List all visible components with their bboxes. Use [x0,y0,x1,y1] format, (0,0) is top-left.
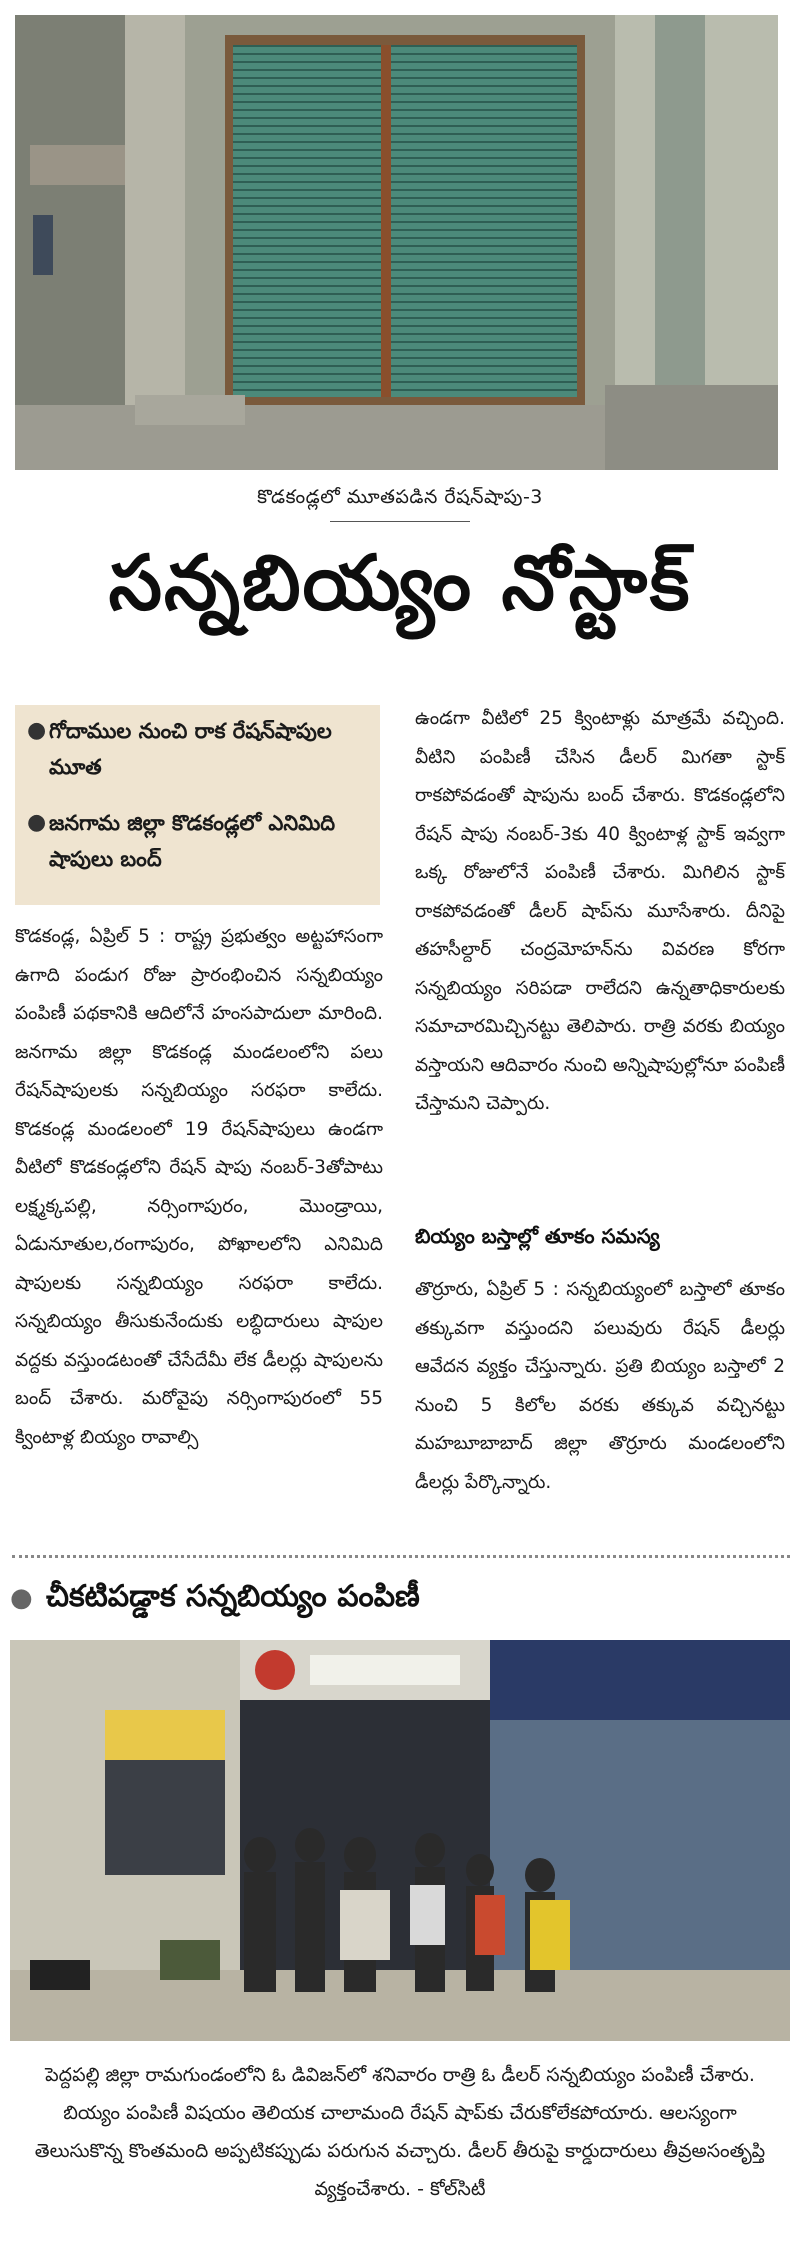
night-distribution-photo [10,1640,790,2041]
caption-rule [330,521,470,522]
closed-shop-illustration [15,15,778,470]
article-subhead: బియ్యం బస్తాల్లో తూకం సమస్య [415,1224,660,1248]
article-right-column-2 [415,1271,785,1502]
article-right-column [415,700,785,1124]
bullet-icon: ● [10,1583,33,1613]
top-photo-caption: కొడకండ్లలో మూతపడిన రేషన్‌షాపు-3 [257,486,543,508]
bottom-photo-caption: పెద్దపల్లి జిల్లా రామగుండంలోని ఓ డివిజన్‌లో శనివారం రాత్రి ఓ డీలర్‌ సన్నబియ్యం పంపిణీ చేశారు. బియ్యం పంపిణీ విషయం తెలియక చాలామంది రేషన్‌ షాప్‌కు చేరుకోలేకపోయారు. ఆలస్యంగా తెలుసుకొన్న కొంతమంది అప్పటికప్పుడు పరుగున వచ్చారు. డీలర్‌ తీరుపై కార్డుదారులు తీవ్రఅసంతృప్తి వ్యక్తంచేశారు. - కోల్‌సిటీ [34,2064,766,2200]
section-heading: ● చీకటిపడ్డాక సన్నబియ్యం పంపిణీ [10,1575,790,1620]
article-paragraph: కొడకండ్ల, ఏప్రిల్‌ 5 : రాష్ట్ర ప్రభుత్వం అట్టహాసంగా ఉగాది పండుగ రోజు ప్రారంభించిన సన్నబియ్యం పంపిణీ పథకానికి ఆదిలోనే హంసపాదులా మారింది. జనగామ జిల్లా కొడకండ్ల మండలంలోని పలు రేషన్‌షాపులకు సన్నబియ్యం సరఫరా కాలేదు. కొడకండ్ల మండలంలో 19 రేషన్‌షాపులు ఉండగా వీటిలో కొడకండ్లలోని రేషన్‌ షాపు నంబర్‌-3తోపాటు లక్ష్మక్కపల్లి, నర్సింగాపురం, మొండ్రాయి, ఏడునూతుల,రంగాపురం, పోఖాలలోని ఎనిమిది షాపులకు సన్నబియ్యం సరఫరా కాలేదు. సన్నబియ్యం తీసుకునేందుకు లబ్ధిదారులు షాపుల వద్దకు వస్తుండటంతో చేసేదేమీ లేక డీలర్లు షాపులను బంద్‌ చేశారు. మరోవైపు నర్సింగాపురంలో 55 క్వింటాళ్ల బియ్యం రావాల్సి [15,926,383,1448]
bullet-icon: ● [27,718,47,743]
headline: సన్నబియ్యం నోస్టాక్ [108,538,692,627]
highlight-item: ● జనగామ జిల్లా కొడకండ్లలో ఎనిమిది షాపులు బంద్ [35,805,368,877]
highlight-item: ● గోదాముల నుంచి రాక రేషన్‌షాపుల మూత [35,713,368,785]
article-paragraph: ఉండగా వీటిలో 25 క్వింటాళ్లు మాత్రమే వచ్చింది. వీటిని పంపిణీ చేసిన డీలర్‌ మిగతా స్టాక్‌ రాకపోవడంతో షాపును బంద్‌ చేశారు. కొడకండ్లలోని రేషన్‌ షాపు నంబర్‌-3కు 40 క్వింటాళ్ల స్టాక్‌ ఇవ్వగా ఒక్క రోజులోనే పంపిణీ చేశారు. మిగిలిన స్టాక్‌ రాకపోవడంతో డీలర్‌ షాప్‌ను మూసేశారు. దీనిపై తహసీల్దార్‌ చంద్రమోహన్‌ను వివరణ కోరగా సన్నబియ్యం సరిపడా రాలేదని ఉన్నతాధికారులకు సమాచారమిచ్చినట్టు తెలిపారు. రాత్రి వరకు బియ్యం వస్తాయని ఆదివారం నుంచి అన్నిషాపుల్లోనూ పంపిణీ చేస్తామని చెప్పారు. [415,708,785,1114]
bullet-icon: ● [27,810,47,835]
highlights-box [15,705,380,905]
section-divider [12,1555,790,1558]
article-left-column [15,918,383,1457]
night-distribution-illustration [10,1640,790,2041]
article-paragraph: తొర్రూరు, ఏప్రిల్‌ 5 : సన్నబియ్యంలో బస్తాలో తూకం తక్కువగా వస్తుందని పలువురు రేషన్‌ డీలర్లు ఆవేదన వ్యక్తం చేస్తున్నారు. ప్రతి బియ్యం బస్తాలో 2 నుంచి 5 కిలోల వరకు తక్కువ వచ్చినట్టు మహబూబాబాద్‌ జిల్లా తొర్రూరు మండలంలోని డీలర్లు పేర్కొన్నారు. [415,1279,785,1493]
closed-shop-photo [15,15,778,470]
